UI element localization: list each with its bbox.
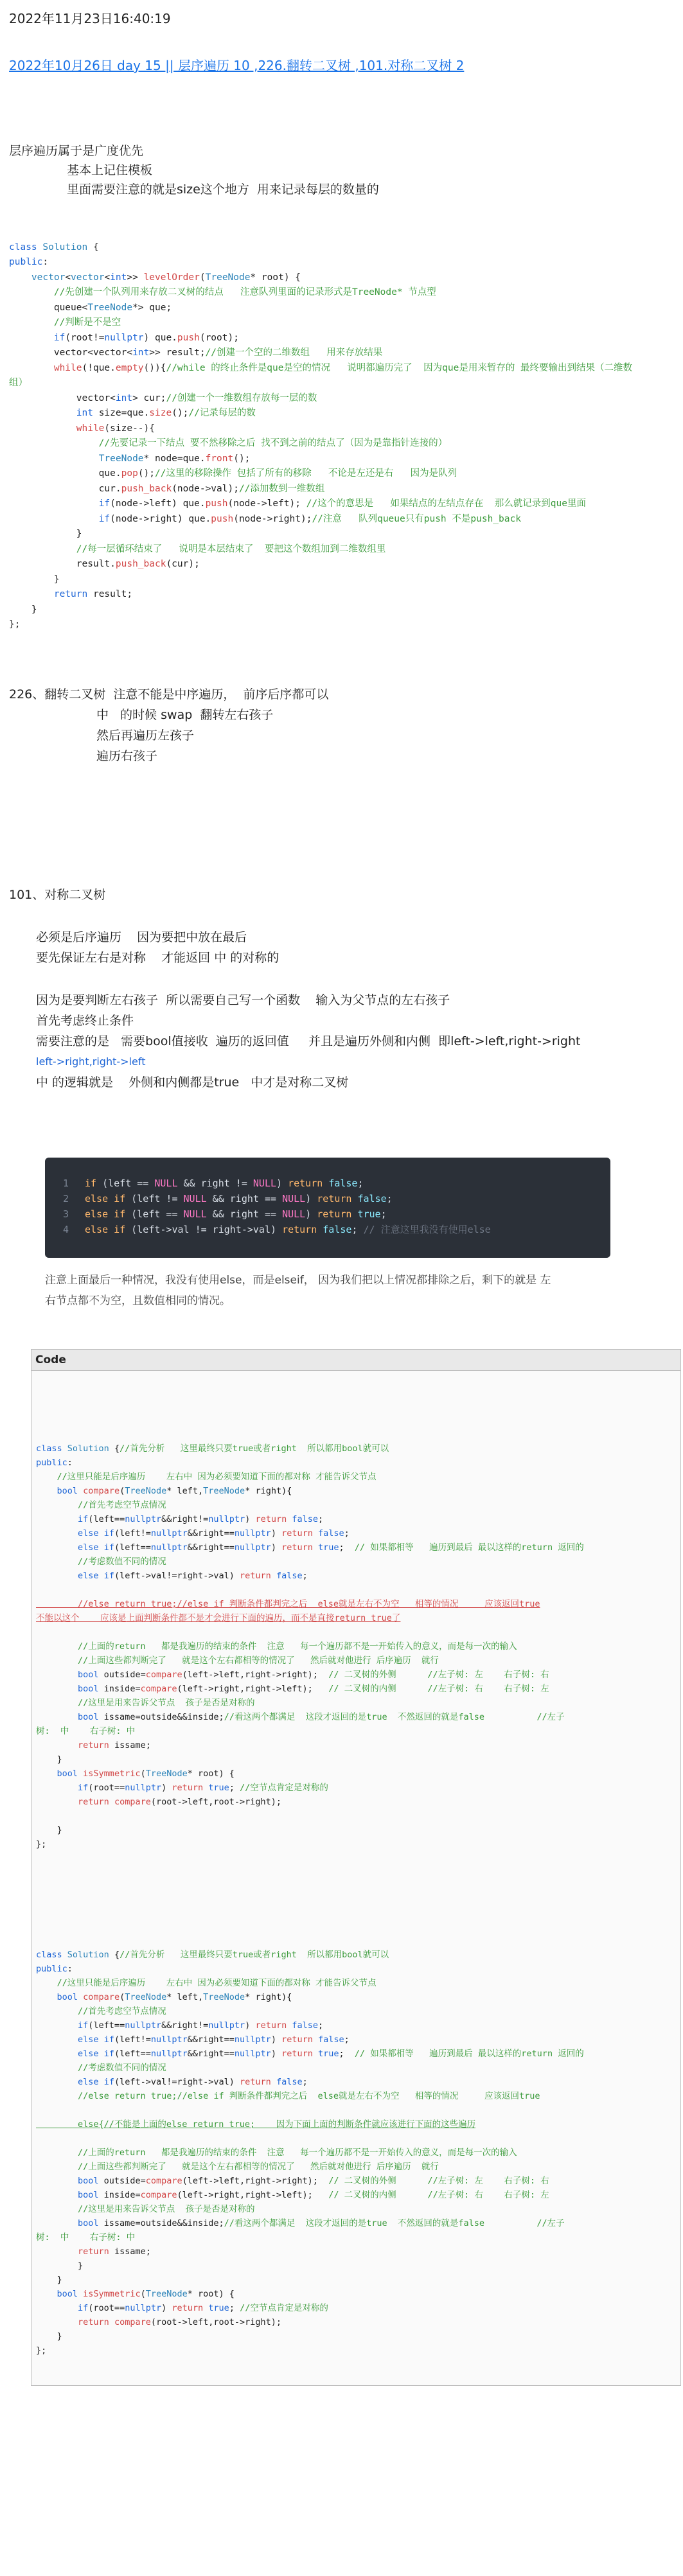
code-line: vector<int> cur;//创建一个一维数组存放每一层的数 (9, 393, 317, 403)
code-line (36, 1625, 679, 1639)
code-block-symmetric-2 (36, 1934, 679, 2372)
code-line: bool compare(TreeNode* left,TreeNode* right){ (57, 1486, 292, 1496)
code-line: bool inside=compare(left->right,right->left); // 二叉树的内侧 //左子树: 右 右子树: 左 (78, 2190, 549, 2200)
code-line: //判断是不是空 (9, 317, 121, 328)
code-line: while(size--){ (76, 423, 155, 434)
code-line: return issame; (78, 1740, 151, 1751)
section3-heading: 101、对称二叉树 (9, 888, 106, 902)
section2-line-1: 中 的时候 swap 翻转左右孩子 (96, 708, 274, 722)
code-line (36, 1809, 679, 1823)
code-line: //这里是用来告诉父节点 孩子是否是对称的 (36, 2204, 255, 2214)
code-line: 组） (9, 378, 28, 388)
section1-line-3: 里面需要注意的就是size这个地方 用来记录每层的数量的 (67, 182, 379, 197)
code-line: //上面的return 都是我遍历的结束的条件 注意 每一个遍历都不是一开始传入的意义，而是每一次的输入 (36, 2148, 517, 2158)
code-line: vector<vector<int>> levelOrder(TreeNode* root) { (31, 272, 301, 283)
section3-line-5: 首先考虑终止条件 (36, 1014, 134, 1028)
section2-line-3: 遍历右孩子 (96, 749, 158, 763)
code-line: //考虑数值不同的情况 (36, 2063, 166, 2073)
code-line: //上面的return 都是我遍历的结束的条件 注意 每一个遍历都不是一开始传入的意义，而是每一次的输入 (36, 1641, 517, 1652)
code-block-level-order (9, 225, 674, 648)
code-line: return result; (53, 589, 133, 599)
code-line: } (36, 2331, 62, 2342)
code-line (36, 2131, 679, 2146)
code-line: que.pop();//这里的移除操作 包括了所有的移除 不论是左还是右 因为是队列 (9, 468, 457, 479)
code-line: //先创建一个队列用来存放二叉树的结点 注意队列里面的记录形式是TreeNode* 节点型 (9, 287, 436, 297)
code-line: vector<vector<int>> result;//创建一个空的二维数组 用来存放结果 (9, 348, 383, 358)
snippet-line-2: 2 else if (left != NULL && right == NULL) return false; (63, 1193, 393, 1204)
code-line: bool issame=outside&&inside;//看这两个都满足 这段才返回的是true 不然返回的就是false //左子 (78, 2218, 565, 2228)
code-line: } (9, 529, 82, 539)
code-line: 不能以这个 应该是上面判断条件都不是才会进行下面的遍历，而不是直接return true了 (36, 1613, 401, 1623)
section3-line-4: 因为是要判断左右孩子 所以需要自己写一个函数 输入为父节点的左右孩子 (36, 993, 450, 1007)
code-line: }; (36, 2345, 47, 2356)
code-line: //这里是用来告诉父节点 孩子是否是对称的 (36, 1698, 255, 1708)
code-line: 树: 中 右子树: 中 (36, 1726, 136, 1736)
code-line: else if(left->val!=right->val) return false; (78, 2077, 308, 2087)
code-line: }; (9, 619, 21, 630)
code-line: //else return true;//else if 判断条件都判完之后 else就是左右不为空 相等的情况 应该返回true (36, 2091, 540, 2101)
code-block-symmetric-1 (36, 1427, 679, 1866)
code-line: if(node->left) que.push(node->left); //这个的意思是 如果结点的左结点存在 那么就记录到que里面 (98, 498, 586, 509)
code-line: bool isSymmetric(TreeNode* root) { (57, 1769, 235, 1779)
code-line: } (36, 2261, 84, 2271)
code-line: if(left==nullptr&&right!=nullptr) return false; (78, 2020, 324, 2031)
code-box-header: Code (31, 1350, 680, 1371)
code-line: else{//不能是上面的else return true; 因为下面上面的判断条件就应该进行下面的这些遍历 (36, 2119, 476, 2130)
code-line: //else return true;//else if 判断条件都判完之后 else就是左右不为空 相等的情况 应该返回true (36, 1599, 540, 1609)
title-link-text[interactable]: 2022年10月26日 day 15 || 层序遍历 10 ,226.翻转二叉树 ,101.对称二叉树 2 (9, 58, 465, 73)
code-line: int size=que.size();//记录每层的数 (76, 408, 256, 418)
code-line: bool outside=compare(left->left,right->right); // 二叉树的外侧 //左子树: 左 右子树: 右 (78, 1670, 549, 1680)
code-line: else if(left==nullptr&&right==nullptr) return true; // 如果都相等 遍历到最后 最以这样的return 返回的 (78, 1542, 584, 1553)
section3-line-2: 要先保证左右是对称 才能返回 中 的对称的 (36, 951, 279, 965)
code-line: bool issame=outside&&inside;//看这两个都满足 这段才返回的是true 不然返回的就是false //左子 (78, 1712, 565, 1722)
code-line: if(left==nullptr&&right!=nullptr) return false; (78, 1514, 324, 1524)
code-line: else if(left->val!=right->val) return false; (78, 1571, 308, 1581)
code-line: //考虑数值不同的情况 (36, 1557, 166, 1567)
section3-line-1: 必须是后序遍历 因为要把中放在最后 (36, 930, 247, 944)
code-line: return compare(root->left,root->right); (78, 2317, 282, 2327)
section3-line-8: 中 的逻辑就是 外侧和内侧都是true 中才是对称二叉树 (36, 1075, 349, 1090)
section1-line-2: 基本上记住模板 (67, 163, 153, 177)
title-link[interactable] (9, 55, 464, 74)
snippet-line-1: 1 if (left == NULL && right != NULL) return false; (63, 1178, 364, 1189)
code-line: public: (9, 257, 49, 267)
code-line: //这里只能是后序遍历 左右中 因为必须要知道下面的都对称 才能告诉父节点 (36, 1472, 377, 1482)
code-line: } (9, 574, 60, 585)
code-line: if(root==nullptr) return true; //空节点肯定是对称的 (78, 2303, 328, 2313)
code-line: return compare(root->left,root->right); (78, 1797, 282, 1807)
code-line: TreeNode* node=que.front(); (98, 453, 251, 464)
code-line: else if(left==nullptr&&right==nullptr) return true; // 如果都相等 遍历到最后 最以这样的return 返回的 (78, 2049, 584, 2059)
note-timestamp: 2022年11月23日16:40:19 (9, 11, 171, 26)
section2-heading: 226、翻转二叉树 注意不能是中序遍历， 前序后序都可以 (9, 687, 329, 701)
code-line: else if(left!=nullptr&&right==nullptr) return false; (78, 2034, 350, 2045)
code-line (36, 2103, 679, 2117)
code-line: 树: 中 右子树: 中 (36, 2232, 136, 2243)
code-line: bool outside=compare(left->left,right->right); // 二叉树的外侧 //左子树: 左 右子树: 右 (78, 2176, 549, 2186)
code-line: public: (36, 1964, 73, 1974)
code-line: }; (36, 1839, 47, 1849)
code-line: if(node->right) que.push(node->right);//注意 队列queue只有push 不是push_back (98, 513, 521, 524)
code-line: //上面这些都判断完了 就是这个左右都相等的情况了 然后就对他进行 后序遍历 就行 (36, 2162, 439, 2172)
code-line: bool inside=compare(left->right,right->left); // 二叉树的内侧 //左子树: 右 右子树: 左 (78, 1684, 549, 1694)
code-line: //先要记录一下结点 要不然移除之后 找不到之前的结点了（因为是靠指针连接的） (9, 438, 448, 448)
code-line: return issame; (78, 2246, 151, 2257)
code-line: class Solution { (9, 242, 99, 252)
code-line: bool isSymmetric(TreeNode* root) { (57, 2289, 235, 2299)
code-line: //每一层循环结束了 说明是本层结束了 要把这个数组加到二维数组里 (9, 543, 386, 554)
note-line-1: 注意上面最后一种情况，我没有使用else，而是elseif， 因为我们把以上情况都排除之后，剩下的就是 左 (45, 1274, 551, 1287)
section3-line-6: 需要注意的是 需要bool值接收 遍历的返回值 并且是遍历外侧和内侧 即left->left,right->right (36, 1034, 581, 1048)
code-line: } (36, 1754, 62, 1765)
code-snippet-dark (45, 1158, 610, 1258)
code-line: if(root==nullptr) return true; //空节点肯定是对称的 (78, 1783, 328, 1793)
code-line: //首先考虑空节点情况 (36, 2006, 166, 2016)
snippet-line-4: 4 else if (left->val != right->val) return false; // 注意这里我没有使用else (63, 1224, 491, 1235)
code-line: cur.push_back(node->val);//添加数到一维数组 (9, 483, 325, 494)
code-line: } (36, 1825, 62, 1835)
code-line: bool compare(TreeNode* left,TreeNode* right){ (57, 1992, 292, 2002)
section1-line-1: 层序遍历属于是广度优先 (9, 144, 144, 158)
code-line: result.push_back(cur); (9, 559, 200, 569)
code-line: } (36, 2275, 62, 2285)
code-line: //这里只能是后序遍历 左右中 因为必须要知道下面的都对称 才能告诉父节点 (36, 1978, 377, 1988)
code-line: //上面这些都判断完了 就是这个左右都相等的情况了 然后就对他进行 后序遍历 就行 (36, 1655, 439, 1666)
snippet-line-3: 3 else if (left == NULL && right == NULL) return true; (63, 1208, 387, 1220)
section3-line-7: left->right,right->left (36, 1055, 146, 1068)
code-line: else if(left!=nullptr&&right==nullptr) return false; (78, 1528, 350, 1539)
note-line-2: 右节点都不为空，且数值相同的情况。 (45, 1294, 231, 1307)
code-line: queue<TreeNode*> que; (9, 302, 172, 313)
code-line: class Solution {//首先分析 这里最终只要true或者right 所以都用bool就可以 (36, 1950, 389, 1960)
section2-line-2: 然后再遍历左孩子 (96, 728, 195, 743)
code-line: //首先考虑空节点情况 (36, 1500, 166, 1510)
code-line: class Solution {//首先分析 这里最终只要true或者right 所以都用bool就可以 (36, 1443, 389, 1454)
code-line: public: (36, 1458, 73, 1468)
code-line: while(!que.empty()){//while 的终止条件是que是空的情况 说明都遍历完了 因为que是用来暂存的 最终要输出到结果（二维数 (53, 362, 633, 373)
code-line: if(root!=nullptr) que.push(root); (53, 332, 239, 343)
code-line (36, 1583, 679, 1597)
code-line: } (9, 604, 37, 615)
